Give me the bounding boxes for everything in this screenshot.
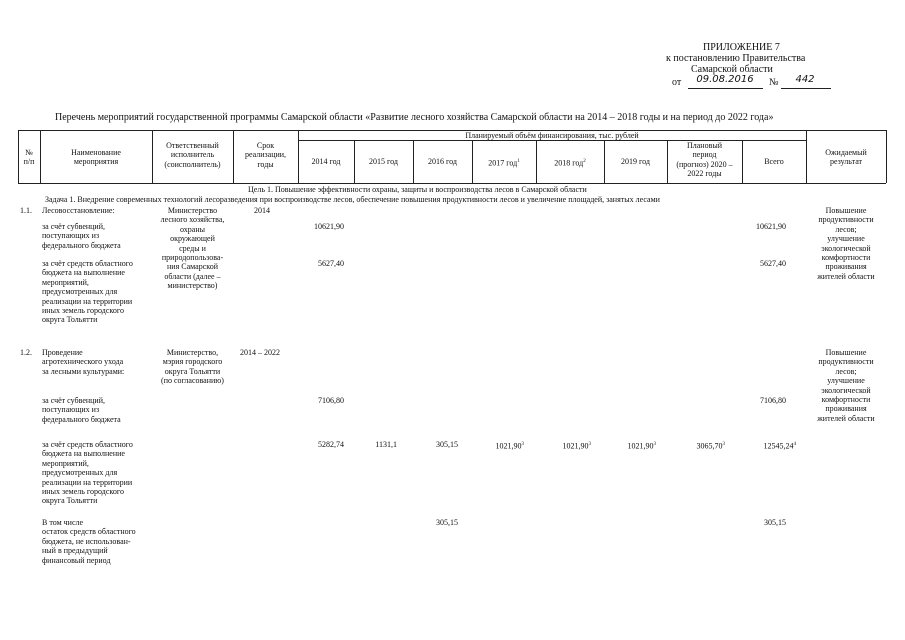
row-1-1-sub-regional-total: 5627,40: [760, 259, 786, 268]
row-1-1-sub-federal-2014: 10621,90: [314, 222, 344, 231]
row-1-1-sub-federal-total: 10621,90: [756, 222, 786, 231]
col-border-13: [886, 130, 887, 183]
row-1-1-sub-regional-name: за счёт средств областного бюджета на выполнение мероприятий, предусмотренных для реализации на территории иных земель городского округа Тольятти: [42, 259, 133, 325]
appendix-date-handwritten: 09.08.2016: [696, 74, 754, 85]
row-1-1-responsible: Министерство лесного хозяйства, охраны окружающей среды и природопользова- ния Самарской области (далее – министерство): [160, 206, 225, 291]
row-1-2-sub-regional-2018: 1021,90$^3$: [562, 441, 591, 451]
task-text: Задача 1. Внедрение современных технологий лесоразведения при воспроизводстве лесов, обеспечение повышения продуктивности лесов и увеличение площадей, занятых лесами: [45, 195, 660, 204]
row-1-1-sub-federal-name: за счёт субвенций, поступающих из федерального бюджета: [42, 222, 121, 250]
date-underline: [688, 88, 763, 89]
header-name: Наименование мероприятия: [71, 148, 121, 167]
header-2018: 2018 год$^2$: [554, 158, 586, 168]
header-num: № п/п: [23, 148, 35, 167]
header-funding: Планируемый объём финансирования, тыс. рублей: [465, 131, 639, 140]
header-term: Срок реализации, годы: [244, 141, 287, 169]
row-1-2-sub-regional-2014: 5282,74: [318, 440, 344, 449]
row-1-2-sub-remainder-total: 305,15: [764, 518, 786, 527]
row-1-2-sub-remainder-name: В том числе остаток средств областного бюджета, не использован- ный в предыдущий финансовый период: [42, 518, 136, 565]
header-2017: 2017 год$^1$: [488, 158, 520, 168]
row-1-2-sub-regional-2017: 1021,90$^3$: [495, 441, 524, 451]
row-1-2-sub-regional-2016: 305,15: [436, 440, 458, 449]
number-underline: [781, 88, 831, 89]
goal-text: Цель 1. Повышение эффективности охраны, защиты и воспроизводства лесов в Самарской области: [248, 185, 587, 194]
row-1-2-sub-regional-total: 12545,24$^4$: [763, 441, 796, 451]
row-1-2-sub-federal-name: за счёт субвенций, поступающих из федерального бюджета: [42, 396, 121, 424]
header-planned-period: Плановый период (прогноз) 2020 – 2022 годы: [676, 141, 733, 179]
appendix-number-prefix: №: [769, 77, 779, 88]
appendix-number-handwritten: 442: [795, 74, 815, 85]
appendix-line-1: к постановлению Правительства: [666, 53, 806, 64]
row-1-2-sub-federal-2014: 7106,80: [318, 396, 344, 405]
row-1-2-sub-regional-2015: 1131,1: [375, 440, 397, 449]
row-1-2-sub-regional-2019: 1021,90$^3$: [627, 441, 656, 451]
appendix-line-2: Самарской области: [691, 64, 773, 75]
header-2019: 2019 год: [621, 157, 650, 166]
row-1-2-responsible: Министерство, мэрия городского округа Тольятти (по согласованию): [161, 348, 224, 386]
header-2016: 2016 год: [428, 157, 457, 166]
row-1-2-sub-remainder-2016: 305,15: [436, 518, 458, 527]
row-1-2-sub-federal-total: 7106,80: [760, 396, 786, 405]
header-2015: 2015 год: [369, 157, 398, 166]
row-1-2-term: 2014 – 2022: [240, 348, 280, 357]
document-title: Перечень мероприятий государственной программы Самарской области «Развитие лесного хозяйства Самарской области на 2014 – 2018 годы и на период до 2022 года»: [55, 112, 774, 123]
row-1-1-result: Повышение продуктивности лесов; улучшение экологической комфортности проживания жителей области: [817, 206, 875, 281]
header-responsible: Ответственный исполнитель (соисполнитель): [164, 141, 221, 169]
appendix-date-prefix: от: [672, 77, 682, 88]
row-1-2-sub-regional-name: за счёт средств областного бюджета на выполнение мероприятий, предусмотренных для реализации на территории иных земель городского округа Тольятти: [42, 440, 133, 506]
header-total: Всего: [764, 157, 784, 166]
row-1-1-sub-regional-2014: 5627,40: [318, 259, 344, 268]
header-result: Ожидаемый результат: [825, 148, 867, 167]
row-1-1-num: 1.1.: [20, 206, 32, 215]
header-2014: 2014 год: [311, 157, 341, 166]
appendix-title: ПРИЛОЖЕНИЕ 7: [703, 42, 780, 53]
row-1-2-sub-regional-planned: 3065,70$^3$: [696, 441, 725, 451]
header-bottom-border: [18, 183, 886, 184]
row-1-2-name: Проведение агротехнического ухода за лесными культурами:: [42, 348, 125, 376]
row-1-1-name: Лесовосстановление:: [42, 206, 115, 215]
row-1-2-result: Повышение продуктивности лесов; улучшение экологической комфортности проживания жителей области: [817, 348, 875, 423]
row-1-1-term: 2014: [254, 206, 270, 215]
row-1-2-num: 1.2.: [20, 348, 32, 357]
